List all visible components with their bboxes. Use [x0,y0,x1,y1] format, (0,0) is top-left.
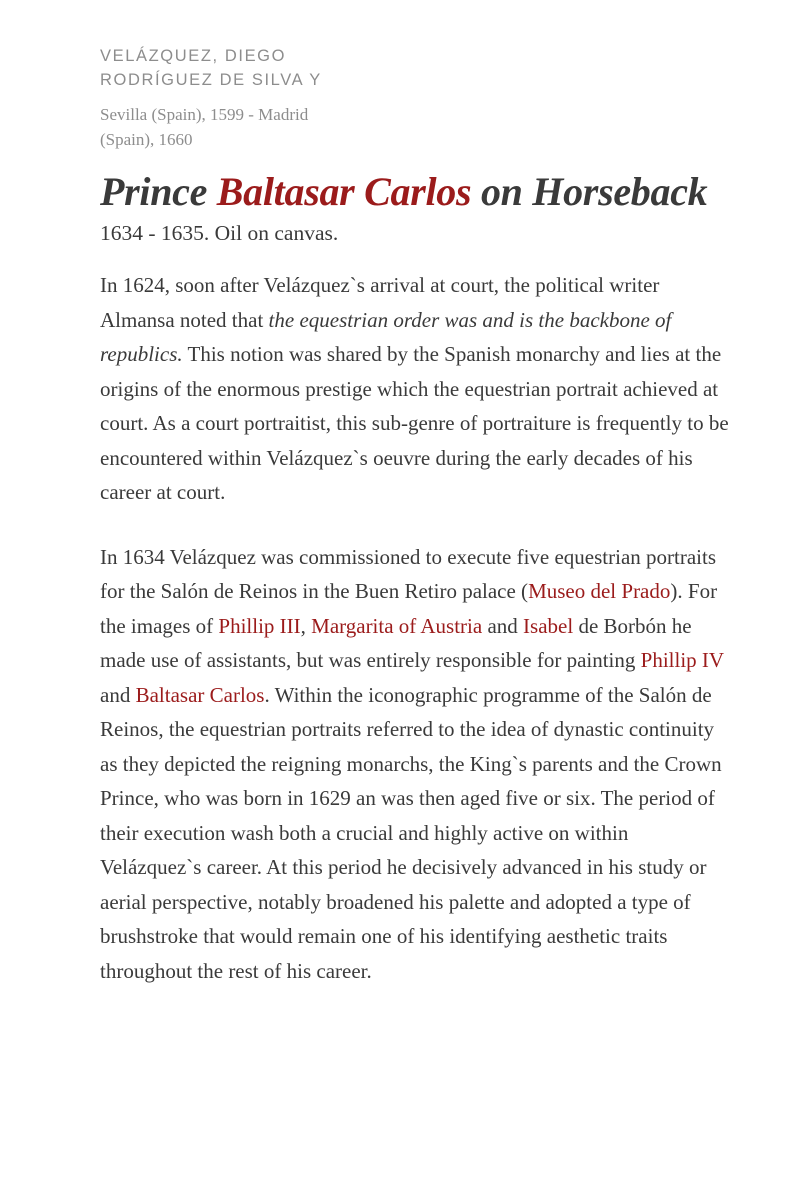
link-phillip-iv[interactable]: Phillip IV [640,648,724,672]
paragraph-1-text-b: This notion was shared by the Spanish monarchy and lies at the origins of the enormous prestige which the equestrian portrait achieved at court. As a court portraitist, this sub-genre of portraiture is frequently to be encountered within Velázquez`s oeuvre during the early decades of his career at court. [100,342,729,504]
paragraph-1 [100,268,730,510]
paragraph-2-text-a: In 1634 Velázquez was commissioned to execute five equestrian portraits for the Salón de Reinos in the Buen Retiro palace ( [100,544,717,603]
link-isabel[interactable]: Isabel [523,613,574,638]
link-baltasar-carlos[interactable]: Baltasar Carlos [135,682,265,707]
artist-name: VELÁZQUEZ, DIEGO RODRÍGUEZ DE SILVA Y [100,47,322,89]
almansa-quote: the equestrian order was and is the backbone of republics. [100,307,672,366]
title-link-baltasar-carlos[interactable]: Baltasar Carlos [216,169,472,214]
artist-dates: Sevilla (Spain), 1599 - Madrid (Spain), 1660 [100,105,309,149]
link-museo-del-prado[interactable]: Museo del Prado [528,579,671,603]
artwork-title [100,168,740,216]
title-suffix: on Horseback [471,169,708,214]
paragraph-2-text-f: and [100,682,136,707]
paragraph-1-text-a: In 1624, soon after Velázquez`s arrival at court, the political writer Almansa noted that [100,273,660,332]
artwork-subtitle: 1634 - 1635. Oil on canvas. [100,221,339,245]
paragraph-2-text-e: de Borbón he made use of assistants, but was entirely responsible for painting [100,613,692,672]
link-margarita-of-austria[interactable]: Margarita of Austria [311,613,483,638]
artwork-page [100,44,740,988]
paragraph-2-text-d: and [482,613,524,638]
paragraph-2 [100,540,730,989]
paragraph-2-text-g: . Within the iconographic programme of the Salón de Reinos, the equestrian portraits referred to the idea of dynastic continuity as they depicted the reigning monarchs, the King`s parents and the Crown Prince, who was born in 1629 an was then aged five or six. The period of their execution wash both a crucial and highly active on within Velázquez`s career. At this period he decisively advanced in his study or aerial perspective, notably broadened his palette and adopted a type of brushstroke that would remain one of his identifying aesthetic traits throughout the rest of his career. [100,682,722,983]
paragraph-2-text-b: ). For the images of [100,579,718,638]
paragraph-2-text-c: , [300,613,312,638]
title-prefix: Prince [100,169,217,214]
link-phillip-iii[interactable]: Phillip III [218,613,301,638]
